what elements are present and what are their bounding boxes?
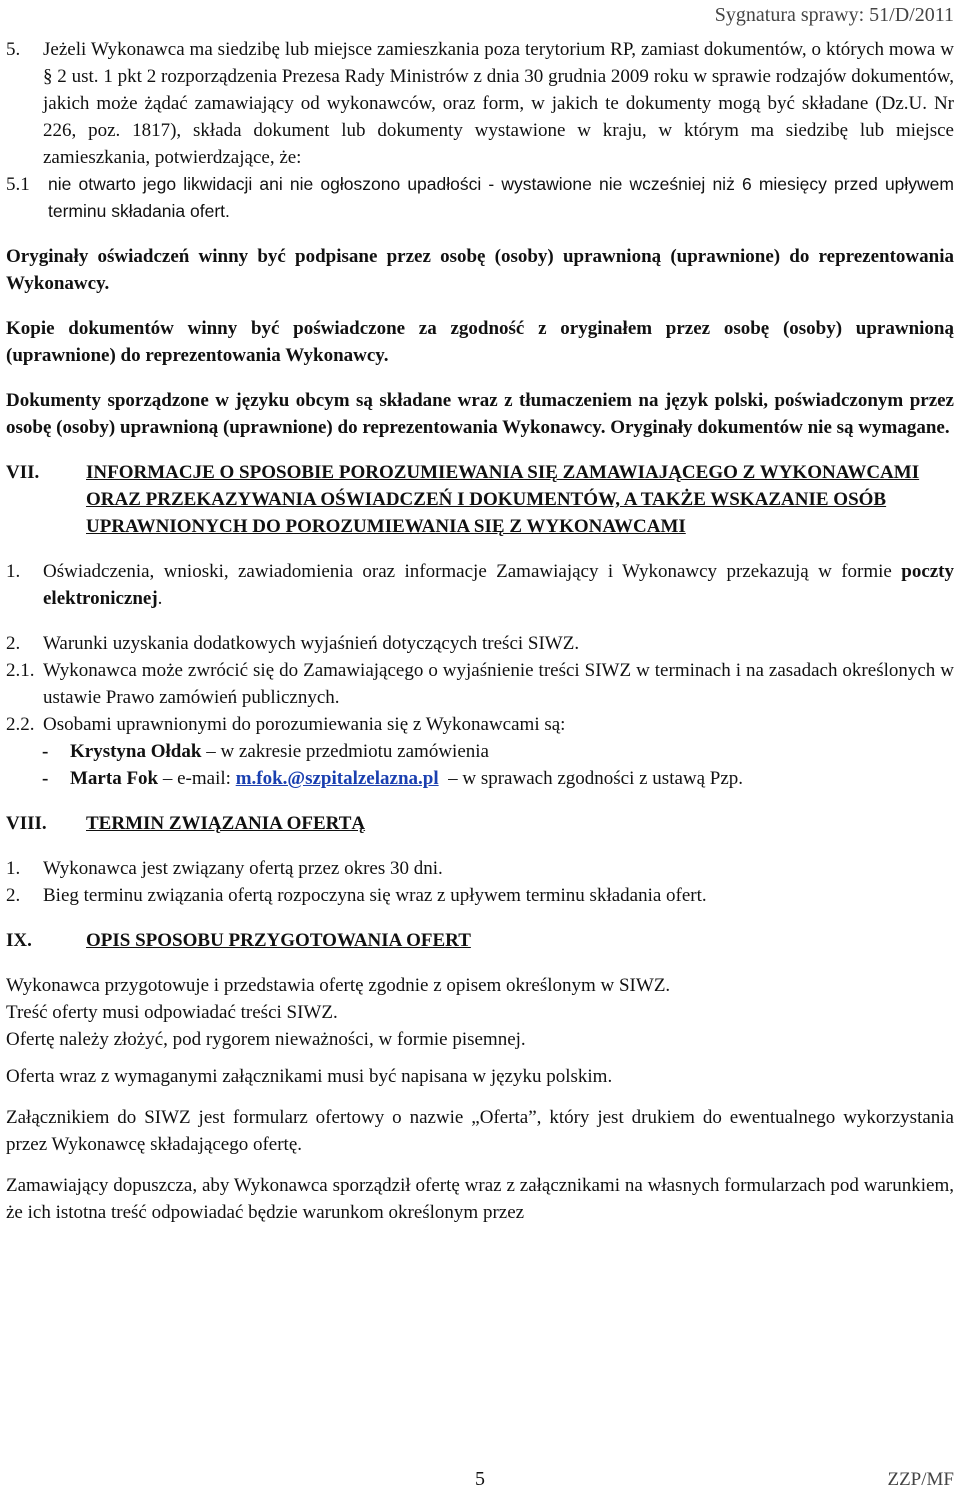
contact-2-dash: - <box>42 768 49 789</box>
contact-1-scope: – w zakresie przedmiotu zamówienia <box>206 741 489 762</box>
section-8-item-1-text: Wykonawca jest związany ofertą przez okres 30 dni. <box>43 858 443 879</box>
contact-1-dash: - <box>42 741 49 762</box>
section-8-item-1 <box>6 855 954 882</box>
section-8-item-1-number: 1. <box>6 858 21 879</box>
section-7-item-1-text: Oświadczenia, wnioski, zawiadomienia oraz informacje Zamawiający i Wykonawcy przekazują w formie <box>43 561 892 582</box>
section-7-item-2-1 <box>6 657 954 711</box>
contact-person-1 <box>6 738 954 765</box>
section-7-item-2-2-text: Osobami uprawnionymi do porozumiewania się z Wykonawcami są: <box>43 714 566 735</box>
section-9-title: OPIS SPOSOBU PRZYGOTOWANIA OFERT <box>86 930 471 951</box>
offer-written-form-line: Ofertę należy złożyć, pod rygorem nieważności, w formie pisemnej. <box>6 1029 526 1050</box>
section-8-item-2-text: Bieg terminu związania ofertą rozpoczyna się wraz z upływem terminu składania ofert. <box>43 885 707 906</box>
offer-attachment-paragraph: Załącznikiem do SIWZ jest formularz ofertowy o nazwie „Oferta”, który jest drukiem do ewentualnego wykorzystania przez Wykonawcę składającego ofertę. <box>6 1107 954 1155</box>
case-signature: Sygnatura sprawy: 51/D/2011 <box>714 4 954 26</box>
section-7-item-2-number: 2. <box>6 633 21 654</box>
footer-mark: ZZP/MF <box>887 1469 954 1490</box>
section-8-item-2-number: 2. <box>6 885 21 906</box>
contact-2-scope: – w sprawach zgodności z ustawą Pzp. <box>448 768 744 789</box>
section-7-item-2 <box>6 630 954 657</box>
offer-preparation-line: Wykonawca przygotowuje i przedstawia ofertę zgodnie z opisem określonym w SIWZ. <box>6 975 671 996</box>
originals-signed-paragraph: Oryginały oświadczeń winny być podpisane przez osobę (osoby) uprawnioną (uprawnione) do reprezentowania Wykonawcy. <box>6 246 954 294</box>
contact-2-email-label: – e-mail: <box>162 768 231 789</box>
section-7-item-1 <box>6 558 954 612</box>
section-7-item-2-text: Warunki uzyskania dodatkowych wyjaśnień dotyczących treści SIWZ. <box>43 633 580 654</box>
offer-content-line: Treść oferty musi odpowiadać treści SIWZ. <box>6 1002 338 1023</box>
section-7-title: INFORMACJE O SPOSOBIE POROZUMIEWANIA SIĘ ZAMAWIAJĄCEGO Z WYKONAWCAMI ORAZ PRZEKAZYWANIA OŚWIADCZEŃ I DOKUMENTÓW, A TAKŻE WSKAZANIE OSÓB UPRAWNIONYCH DO POROZUMIEWANIA SIĘ Z WYKONAWCAMI <box>86 462 920 537</box>
contact-2-email-link[interactable]: m.fok.@szpitalzelazna.pl <box>235 768 439 789</box>
offer-language-paragraph: Oferta wraz z wymaganymi załącznikami musi być napisana w języku polskim. <box>6 1066 613 1087</box>
page-content <box>6 36 954 1226</box>
paragraph-5-1 <box>6 171 954 225</box>
offer-forms-paragraph: Zamawiający dopuszcza, aby Wykonawca sporządził ofertę wraz z załącznikami na własnych formularzach pod warunkiem, że ich istotna treść odpowiadać będzie warunkom określonym przez <box>6 1175 954 1223</box>
paragraph-5-text: Jeżeli Wykonawca ma siedzibę lub miejsce zamieszkania poza terytorium RP, zamiast dokumentów, o których mowa w § 2 ust. 1 pkt 2 rozporządzenia Prezesa Rady Ministrów z dnia 30 grudnia 2009 roku w sprawie rodzajów dokumentów, jakich może żądać zamawiający od wykonawców, oraz form, w jakich te dokumenty mogą być składane (Dz.U. Nr 226, poz. 1817), składa dokument lub dokumenty wystawione w kraju, w którym ma siedzibę lub miejsce zamieszkania, potwierdzające, że: <box>43 39 954 168</box>
section-9-heading <box>6 927 954 954</box>
section-7-item-2-2-number: 2.2. <box>6 714 35 735</box>
section-8-heading <box>6 810 954 837</box>
section-7-item-2-1-number: 2.1. <box>6 660 35 681</box>
section-7-item-2-1-text: Wykonawca może zwrócić się do Zamawiającego o wyjaśnienie treści SIWZ w terminach i na zasadach określonych w ustawie Prawo zamówień publicznych. <box>43 660 954 708</box>
section-8-title: TERMIN ZWIĄZANIA OFERTĄ <box>86 813 366 834</box>
originals-not-required-text: Oryginały dokumentów nie są wymagane. <box>610 417 950 438</box>
paragraph-5-1-text: nie otwarto jego likwidacji ani nie ogłoszono upadłości - wystawione nie wcześniej niż 6 miesięcy przed upływem terminu składania ofert. <box>48 174 954 221</box>
copies-certified-paragraph: Kopie dokumentów winny być poświadczone za zgodność z oryginałem przez osobę (osoby) uprawnioną (uprawnione) do reprezentowania Wykonawcy. <box>6 318 954 366</box>
section-7-heading <box>6 459 954 540</box>
page-number: 5 <box>475 1468 485 1490</box>
paragraph-5-number: 5. <box>6 39 21 60</box>
contact-1-name: Krystyna Ołdak <box>70 741 202 762</box>
section-9-roman: IX. <box>6 930 32 951</box>
section-7-roman: VII. <box>6 462 40 483</box>
section-7-item-1-end: . <box>157 588 163 609</box>
section-7-item-1-number: 1. <box>6 561 21 582</box>
section-8-item-2 <box>6 882 954 909</box>
section-8-roman: VIII. <box>6 813 47 834</box>
foreign-documents-text: Dokumenty sporządzone w języku obcym są składane wraz z tłumaczeniem na język polski, poświadczonym przez osobę (osoby) uprawnioną (uprawnione) do reprezentowania Wykonawcy. <box>6 390 954 438</box>
section-7-item-2-2 <box>6 711 954 738</box>
contact-2-name: Marta Fok <box>70 768 159 789</box>
foreign-documents-paragraph <box>6 387 954 441</box>
contact-person-2 <box>6 765 954 792</box>
email-form-label: poczty elektronicznej <box>43 561 955 609</box>
paragraph-5-1-number: 5.1 <box>6 174 30 195</box>
paragraph-5 <box>6 36 954 171</box>
